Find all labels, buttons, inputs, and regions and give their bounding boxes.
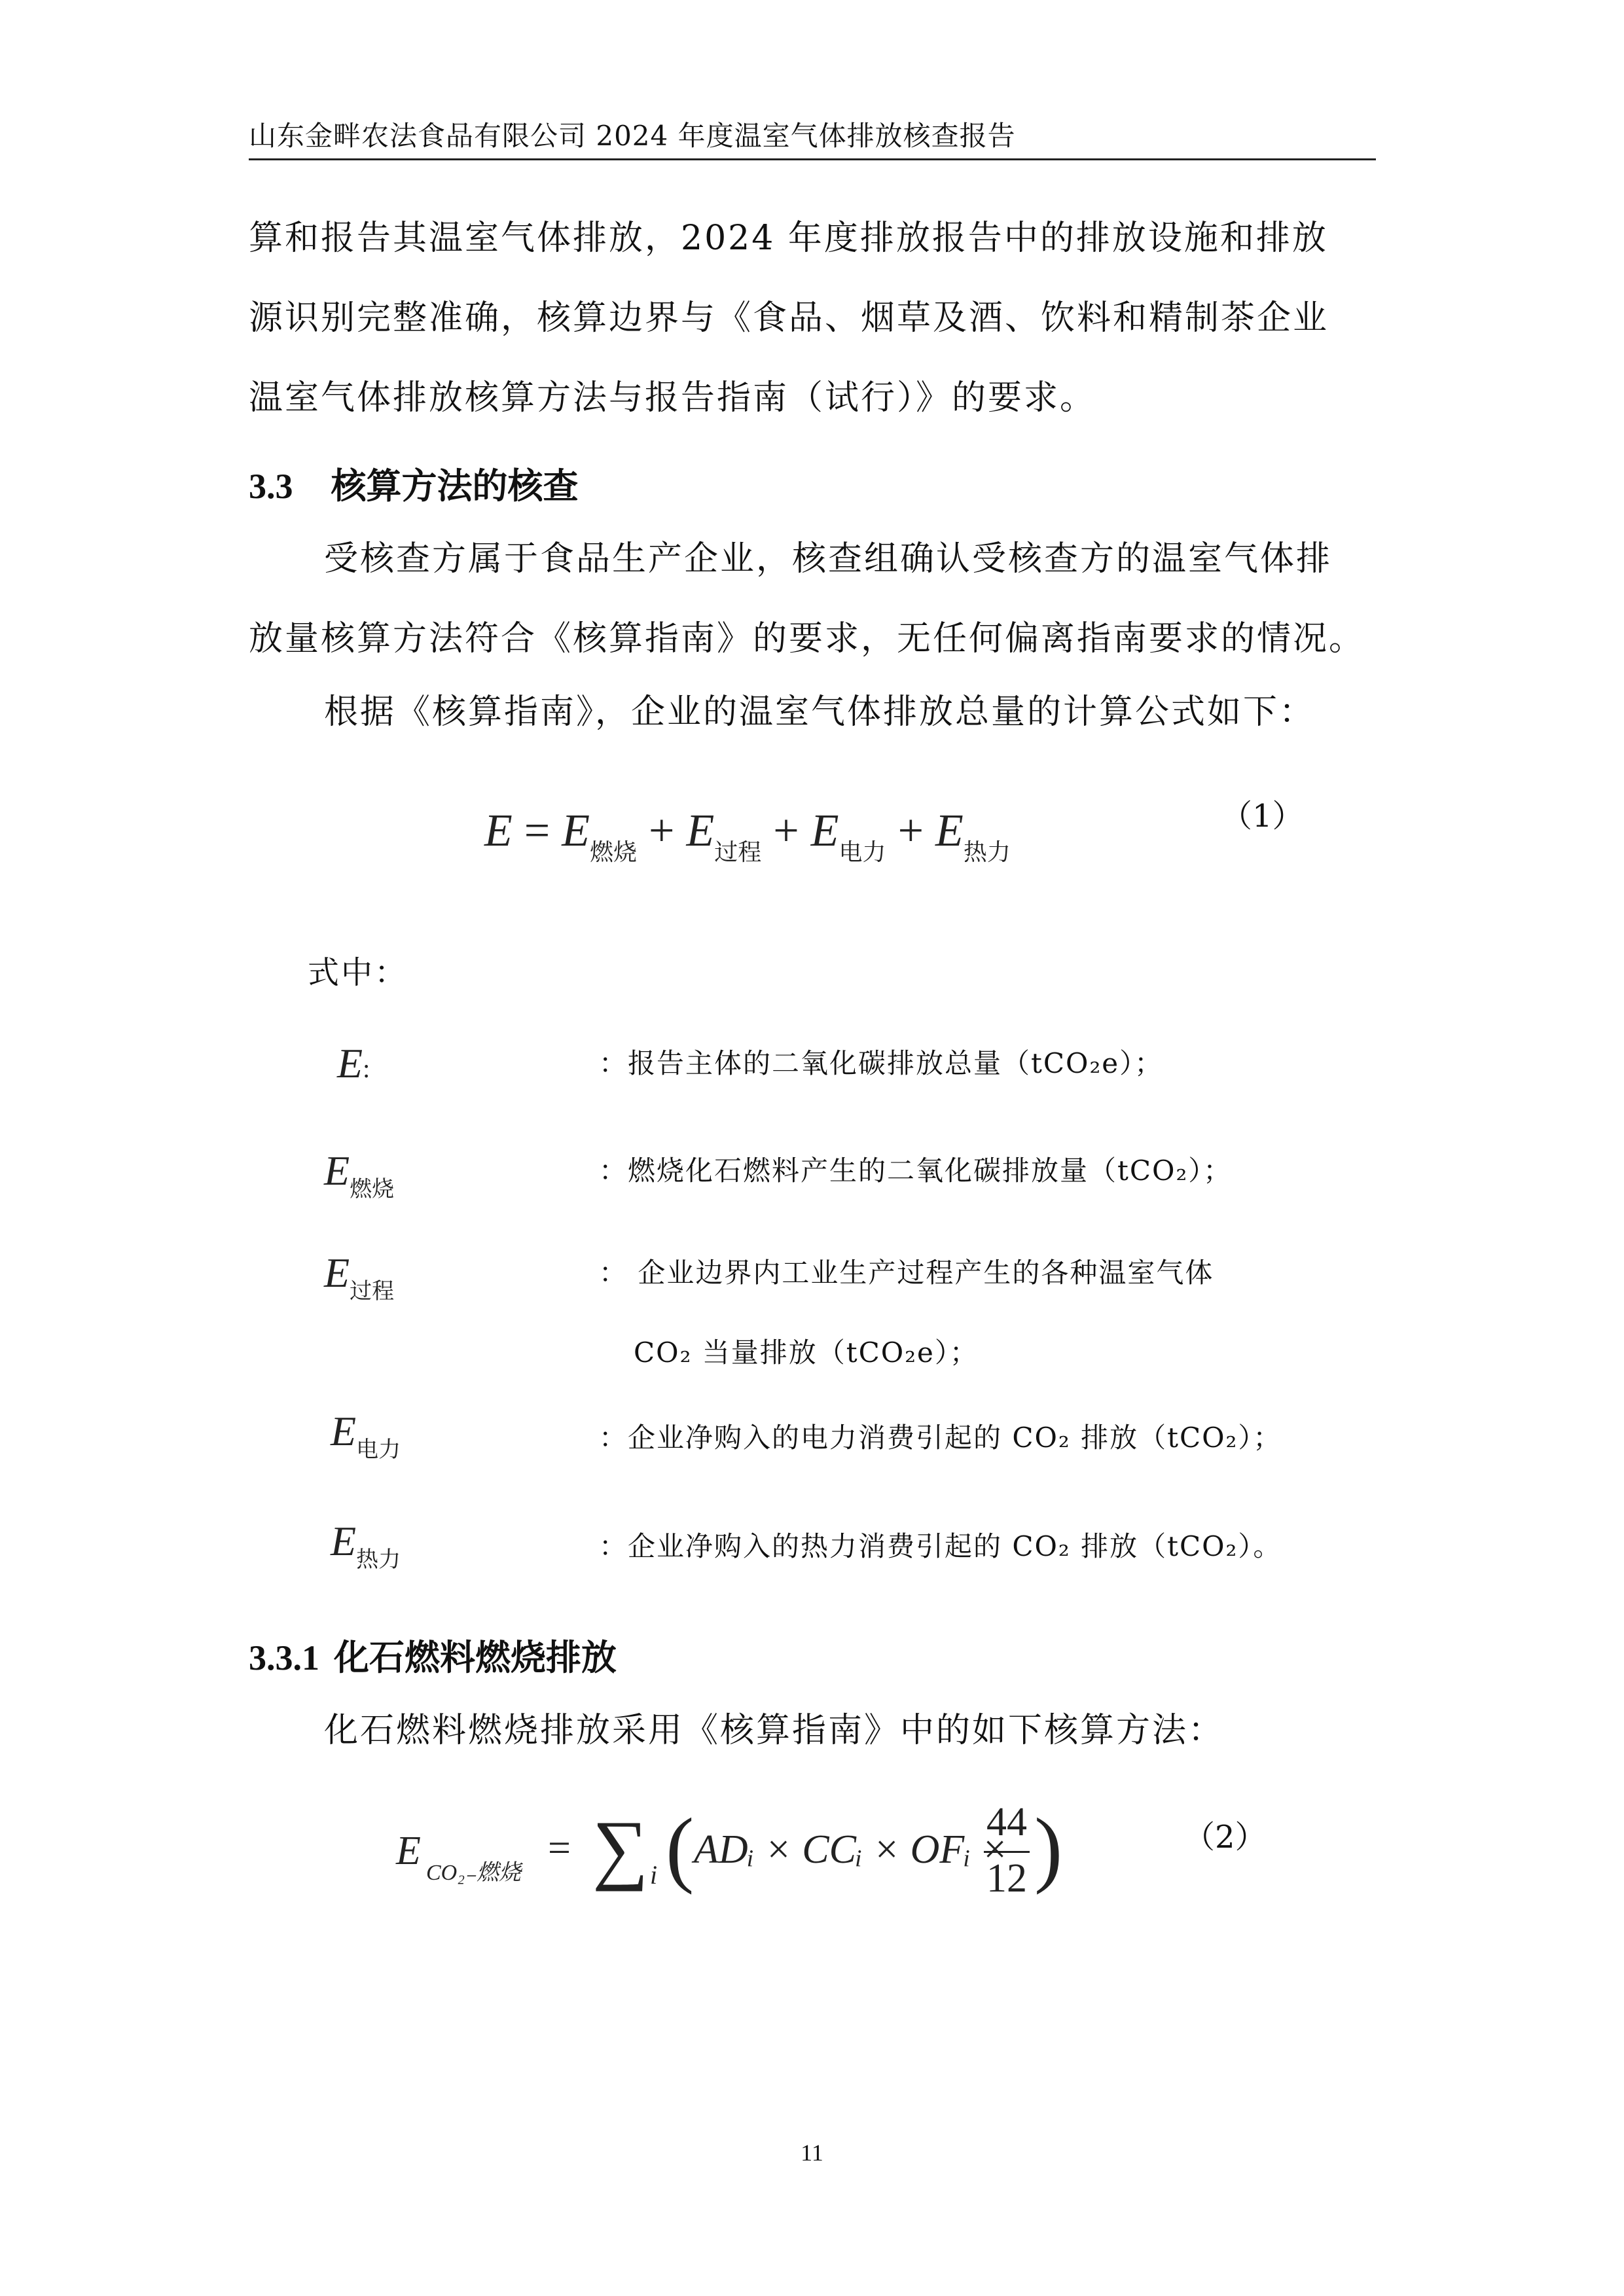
formula-subscript: 热力 <box>963 839 1011 866</box>
paragraph-line: 化石燃料燃烧排放采用《核算指南》中的如下核算方法： <box>324 1711 1225 1750</box>
paragraph-line: 源识别完整准确，核算边界与《食品、烟草及酒、饮料和精制茶企业 <box>249 298 1329 338</box>
formula-operator: + <box>897 806 924 856</box>
formula-operator: = <box>524 806 550 856</box>
paragraph-line: 算和报告其温室气体排放，2024 年度排放报告中的排放设施和排放 <box>249 219 1328 258</box>
formula-symbol: E <box>686 806 715 856</box>
symbol-e-power: $E_{电力}$ <box>331 1408 401 1463</box>
section-title: 化石燃料燃烧排放 <box>334 1636 617 1678</box>
fraction-denominator: 12 <box>986 1856 1027 1901</box>
formula-subscript: 电力 <box>839 839 886 866</box>
fraction-numerator: 44 <box>986 1800 1027 1844</box>
symbol-e-heat: $E_{热力}$ <box>331 1518 401 1573</box>
section-title: 核算方法的核查 <box>331 465 579 507</box>
right-paren: ) <box>1034 1801 1063 1895</box>
sum-index: i <box>650 1860 658 1890</box>
symbol-e-process: $E_{过程}$ <box>324 1249 395 1304</box>
section-number: 3.3 <box>249 467 293 506</box>
equation-number: （1） <box>1221 798 1304 834</box>
formula-symbol: E <box>484 806 513 856</box>
formula-symbol: E <box>810 806 839 856</box>
formula-subscript: 燃烧 <box>590 839 638 866</box>
where-label: 式中： <box>308 954 408 991</box>
formula-symbol: E <box>935 806 964 856</box>
formula-subscript: CO₂₋燃烧 <box>426 1861 521 1885</box>
formula-operator: + <box>649 806 675 856</box>
paragraph-line: 放量核算方法符合《核算指南》的要求，无任何偏离指南要求的情况。 <box>249 619 1365 658</box>
symbol-e-combustion: $E_{燃烧}$ <box>324 1147 395 1202</box>
fraction-bar <box>984 1851 1030 1853</box>
paragraph-line: 温室气体排放核算方法与报告指南（试行）》的要求。 <box>249 378 1096 418</box>
section-heading-3-3-1 <box>249 1630 617 1680</box>
definition-text: ：企业净购入的热力消费引起的 CO₂ 排放（tCO₂）。 <box>599 1530 1282 1562</box>
sum-symbol: ∑ <box>592 1804 649 1892</box>
header-divider <box>249 158 1376 160</box>
definition-text: ：企业净购入的电力消费引起的 CO₂ 排放（tCO₂）； <box>599 1422 1282 1454</box>
section-number: 3.3.1 <box>249 1638 319 1677</box>
definition-text: ： 企业边界内工业生产过程产生的各种温室气体 <box>599 1257 1214 1289</box>
formula-body: ADᵢ × CCᵢ × OFᵢ × <box>694 1827 1009 1872</box>
running-header: 山东金畔农法食品有限公司 2024 年度温室气体排放核查报告 <box>249 120 1016 152</box>
formula-total-emissions <box>484 805 1011 867</box>
formula-symbol: E <box>562 806 590 856</box>
definition-text: ：报告主体的二氧化碳排放总量（tCO₂e）； <box>599 1047 1164 1079</box>
page-number: 11 <box>801 2140 823 2166</box>
formula-symbol: E <box>396 1829 421 1873</box>
formula-operator: + <box>773 806 799 856</box>
definition-text: CO₂ 当量排放（tCO₂e）； <box>634 1336 979 1369</box>
section-heading-3-3 <box>249 458 579 509</box>
left-paren: ( <box>666 1801 695 1895</box>
formula-subscript: 过程 <box>714 839 762 866</box>
symbol-e-total: E: <box>337 1040 370 1086</box>
formula-operator: = <box>548 1826 571 1871</box>
paragraph-line: 受核查方属于食品生产企业，核查组确认受核查方的温室气体排 <box>324 539 1333 579</box>
equation-number: （2） <box>1183 1819 1267 1856</box>
paragraph-line: 根据《核算指南》，企业的温室气体排放总量的计算公式如下： <box>324 692 1316 732</box>
definition-text: ：燃烧化石燃料产生的二氧化碳排放量（tCO₂）； <box>599 1155 1233 1187</box>
